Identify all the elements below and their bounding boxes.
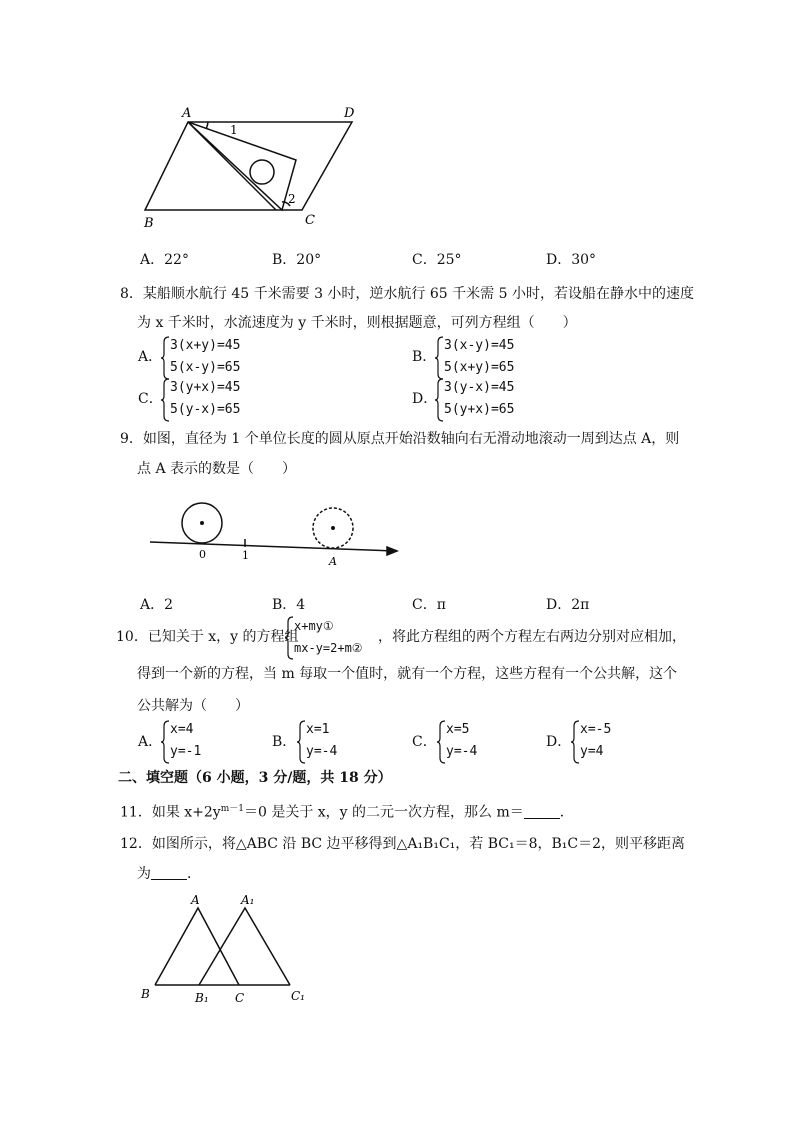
label-b: B: [141, 987, 150, 1001]
label-b1: B₁: [195, 991, 209, 1005]
q8-text-line1: 8．某船顺水航行 45 千米需要 3 小时，逆水航行 65 千米需 5 小时，若设船在静水中的速度: [120, 286, 694, 302]
q9-option-a[interactable]: A．2: [140, 597, 174, 613]
label-c: C: [305, 213, 315, 228]
label-c: C: [235, 991, 245, 1005]
q11-answer-blank[interactable]: [524, 804, 560, 819]
brace-icon: [296, 720, 306, 764]
q7-option-a[interactable]: A．22°: [140, 252, 189, 268]
q11-text: 11．如果 $x+2y^{m-1}=0$ 是关于 x，y 的二元一次方程，那么 m＝ ．: [120, 804, 574, 821]
q9-option-c[interactable]: C．π: [412, 597, 446, 613]
brace-icon: [160, 720, 170, 764]
q7-option-d[interactable]: D．30°: [546, 252, 597, 268]
label-c1: C₁: [291, 989, 305, 1003]
q9-text-line1: 9．如图，直径为 1 个单位长度的圆从原点开始沿数轴向右无滑动地滚动一周到达点 A，则: [120, 431, 680, 447]
tick-label-0: 0: [199, 548, 206, 561]
brace-icon: [434, 378, 444, 422]
label-b: B: [144, 216, 154, 231]
brace-icon: [160, 336, 170, 380]
q10-text-line1a: 10．已知关于 x，y 的方程组: [116, 629, 299, 645]
q7-option-b[interactable]: B．20°: [272, 252, 322, 268]
q7-figure: [130, 100, 370, 235]
q9-option-b[interactable]: B．4: [272, 597, 306, 613]
q10-text-line2: 得到一个新的方程，当 m 每取一个值时，就有一个方程，这些方程有一个公共解，这个: [137, 666, 678, 682]
q9-number-line-figure: [145, 495, 410, 580]
q12-text-line1: 12．如图所示，将△ABC 沿 BC 边平移得到△A₁B₁C₁，若 BC₁＝8，B₁C＝2，则平移距离: [120, 836, 686, 852]
point-label-a: A: [329, 555, 337, 568]
label-d: D: [344, 106, 355, 121]
triangle-abc: [155, 908, 239, 985]
q9-text-line2: 点 A 表示的数是（ ）: [137, 461, 297, 477]
q10-text-line1b: ，将此方程组的两个方程左右两边分别对应相加，: [378, 629, 686, 645]
triangle-a1b1c1: [199, 908, 290, 985]
brace-icon: [160, 378, 170, 422]
brace-icon: [436, 720, 446, 764]
q9-option-d[interactable]: D．2π: [546, 597, 590, 613]
axis-arrow-icon: [387, 547, 397, 555]
label-angle-2: 2: [288, 192, 296, 206]
label-a1: A₁: [241, 893, 255, 907]
section-heading: 二、填空题（6 小题，3 分/题，共 18 分）: [118, 770, 392, 786]
q12-answer-blank[interactable]: [151, 865, 187, 880]
q12-text-line2: 为 ．: [137, 866, 201, 882]
ruler-hole: [250, 160, 274, 184]
triangle-ruler: [188, 122, 296, 210]
number-axis: [150, 542, 395, 551]
q10-system: x+my① mx-y=2+m②: [294, 619, 363, 655]
tick-label-1: 1: [242, 549, 249, 562]
brace-icon: [434, 336, 444, 380]
parallelogram-abcd: [145, 122, 352, 210]
brace-icon: [284, 616, 294, 660]
q8-text-line2: 为 x 千米时，水流速度为 y 千米时，则根据题意，可列方程组（ ）: [137, 315, 577, 331]
label-angle-1: 1: [230, 123, 238, 137]
label-a: A: [182, 106, 192, 121]
q7-option-c[interactable]: C．25°: [412, 252, 462, 268]
q10-text-line3: 公共解为（ ）: [137, 698, 249, 714]
brace-icon: [570, 720, 580, 764]
q12-translation-figure: [135, 890, 315, 1005]
label-a: A: [191, 893, 200, 907]
